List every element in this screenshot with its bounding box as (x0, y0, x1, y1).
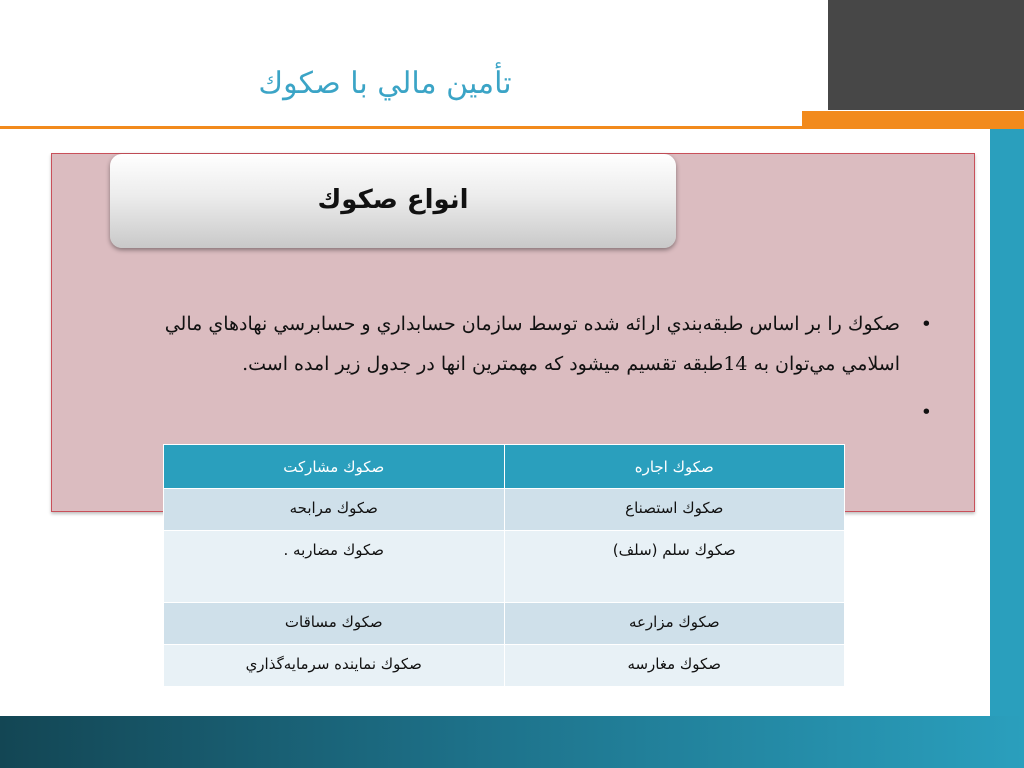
table-row (164, 531, 845, 603)
table-header-cell: صكوك مشاركت (164, 445, 505, 489)
table-cell: صكوك مزارعه (504, 603, 845, 645)
table-cell: صكوك نماينده سرمايه‌گذاري (164, 645, 505, 687)
heading-pill (110, 154, 676, 248)
table-cell: صكوك مساقات (164, 603, 505, 645)
corner-orange-block (802, 111, 1024, 129)
table-row (164, 603, 845, 645)
right-accent-bar (990, 129, 1024, 729)
table-row (164, 645, 845, 687)
table-cell: صكوك مضاربه . (164, 531, 505, 603)
section-heading: انواع صكوك (317, 185, 469, 215)
sukuk-types-table (163, 444, 845, 687)
bullet-list (120, 304, 934, 432)
table-header-row (164, 445, 845, 489)
bullet-item (120, 304, 932, 384)
table-cell: صكوك مغارسه (504, 645, 845, 687)
table-cell: صكوك مرابحه (164, 489, 505, 531)
bullet-dot: • (920, 401, 932, 423)
corner-dark-block (828, 0, 1024, 110)
table-header-cell: صكوك اجاره (504, 445, 845, 489)
bullet-dot: • (920, 313, 932, 335)
bullet-text: صكوك را بر اساس طبقه‌بندي ارائه شده توسط سازمان حسابداري و حسابرسي نهادهاي مالي اسلامي مي‌توان به 14طبقه تقسيم ميشود كه مهمترين انها در جدول زير امده است. (164, 313, 900, 375)
bullet-item (120, 392, 932, 432)
table-row (164, 489, 845, 531)
slide-title: تأمين مالي با صكوك (258, 66, 512, 101)
table-cell: صكوك سلم (سلف) (504, 531, 845, 603)
title-underline (0, 126, 830, 129)
table-cell: صكوك استصناع (504, 489, 845, 531)
bottom-gradient-band (0, 716, 1024, 768)
